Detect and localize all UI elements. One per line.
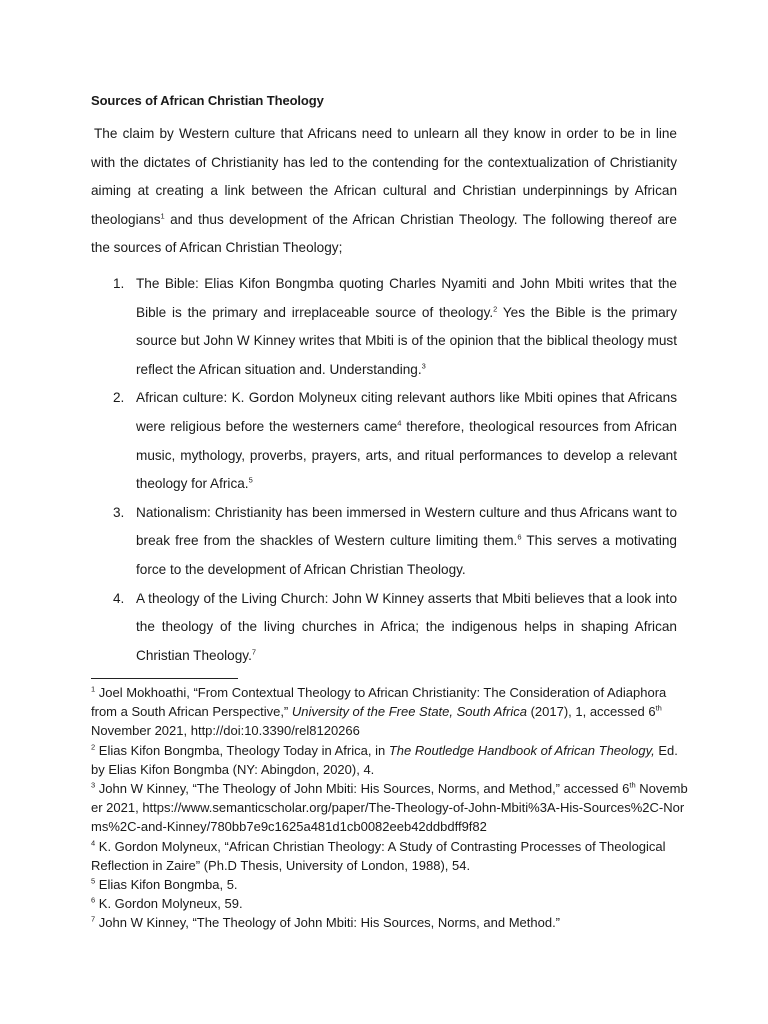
- footnote-ref-7[interactable]: 7: [251, 647, 257, 657]
- list-item-text: African culture: K. Gordon Molyneux citing relevant authors like Mbiti opines that Africans were religious before the westerners came: [136, 390, 677, 434]
- footnote-text: K. Gordon Molyneux, 59.: [95, 896, 243, 912]
- list-item-text-continued: therefore, theological resources from African music, mythology, proverbs, prayers, arts, and ritual performances to develop a relevant theology for Africa.: [136, 418, 677, 492]
- footnote-text: Ed. by Elias Kifon Bongmba (NY: Abingdon, 2020), 4.: [91, 742, 678, 777]
- footnote-ref-1[interactable]: 1: [160, 211, 165, 221]
- footnote-1: [91, 683, 691, 741]
- footnote-text: November 2021, https://www.semanticscholar.org/paper/The-Theology-of-John-Mbiti%3A-His-Sources%2C-Norms%2C-and-Kinney/780bb7e9c1625a481d1cb0082eeb42ddbdff9f82: [91, 781, 688, 835]
- footnote-source-title: University of the Free State, South Africa: [291, 704, 527, 720]
- footnotes-list: [91, 683, 691, 933]
- list-item-number: 4.: [113, 590, 125, 606]
- intro-text-continued: and thus development of the African Christian Theology. The following thereof are the sources of African Christian Theology;: [91, 211, 677, 256]
- footnote-ref-6[interactable]: 6: [517, 532, 522, 542]
- sources-list: [91, 270, 677, 670]
- list-item-text-continued: This serves a motivating force to the development of African Christian Theology.: [136, 533, 677, 577]
- footnote-text: Elias Kifon Bongmba, Theology Today in Africa, in: [95, 742, 389, 758]
- footnote-text: K. Gordon Molyneux, “African Christian Theology: A Study of Contrasting Processes of Theological Reflection in Zaire” (Ph.D Thesis, University of London, 1988), 54.: [91, 838, 666, 873]
- list-item-text-continued: Yes the Bible is the primary source but John W Kinney writes that Mbiti is of the opinion that the biblical theology must reflect the African situation and. Understanding.: [136, 304, 677, 377]
- footnote-ref-3[interactable]: 3: [421, 361, 426, 371]
- footnote-separator: [91, 678, 238, 679]
- ordinal-suffix: th: [629, 780, 636, 790]
- footnote-mark: 6: [91, 895, 96, 905]
- footnote-4: [91, 837, 691, 875]
- list-item-text: A theology of the Living Church: John W Kinney asserts that Mbiti believes that a look into the theology of the living churches in Africa; the indigenous helps in shaping African Christian Theology.: [136, 590, 677, 663]
- footnote-source-title: The Routledge Handbook of African Theology,: [388, 742, 655, 758]
- footnote-text: Elias Kifon Bongmba, 5.: [95, 877, 238, 893]
- footnote-mark: 2: [91, 742, 96, 752]
- list-item: [91, 270, 677, 384]
- intro-text: The claim by Western culture that Africans need to unlearn all they know in order to be in line with the dictates of Christianity has led to the contending for the contextualization of Christianity aiming at creating a link between the African cultural and Christian underpinnings by African theologians: [91, 126, 677, 227]
- section-heading: Sources of African Christian Theology: [91, 93, 324, 108]
- list-item: [91, 499, 677, 585]
- list-item: [91, 384, 677, 498]
- list-item-text: The Bible: Elias Kifon Bongmba quoting Charles Nyamiti and John Mbiti writes that the Bible is the primary and irreplaceable source of theology.: [136, 276, 677, 320]
- footnote-ref-4[interactable]: 4: [397, 418, 402, 428]
- footnote-text: Joel Mokhoathi, “From Contextual Theology to African Christianity: The Consideration of Adiaphora from a South African Perspective,”: [91, 685, 667, 720]
- list-item: [91, 585, 677, 671]
- footnote-mark: 1: [91, 684, 96, 694]
- footnote-mark: 5: [91, 876, 96, 886]
- footnote-text: John W Kinney, “The Theology of John Mbiti: His Sources, Norms, and Method.”: [95, 915, 561, 931]
- ordinal-suffix: th: [655, 703, 662, 713]
- list-item-number: 1.: [113, 276, 125, 291]
- footnote-2: [91, 741, 691, 779]
- list-item-number: 2.: [113, 390, 125, 406]
- footnote-text: November 2021, http://doi:10.3390/rel8120266: [91, 723, 360, 739]
- intro-paragraph: [91, 120, 677, 263]
- footnote-7: [91, 913, 691, 932]
- footnote-ref-2[interactable]: 2: [493, 304, 498, 314]
- list-item-number: 3.: [113, 504, 125, 520]
- footnote-mark: 3: [91, 780, 96, 790]
- footnote-5: [91, 875, 691, 894]
- footnote-mark: 7: [91, 915, 96, 925]
- footnote-3: [91, 779, 691, 837]
- footnote-mark: 4: [91, 838, 96, 848]
- footnote-6: [91, 894, 691, 913]
- footnote-ref-5[interactable]: 5: [248, 475, 253, 485]
- list-item-text: Nationalism: Christianity has been immersed in Western culture and thus Africans want to break free from the shackles of Western culture limiting them.: [136, 504, 677, 549]
- footnote-text: John W Kinney, “The Theology of John Mbiti: His Sources, Norms, and Method,” accessed 6: [95, 781, 630, 797]
- footnote-text: (2017), 1, accessed 6: [526, 704, 656, 720]
